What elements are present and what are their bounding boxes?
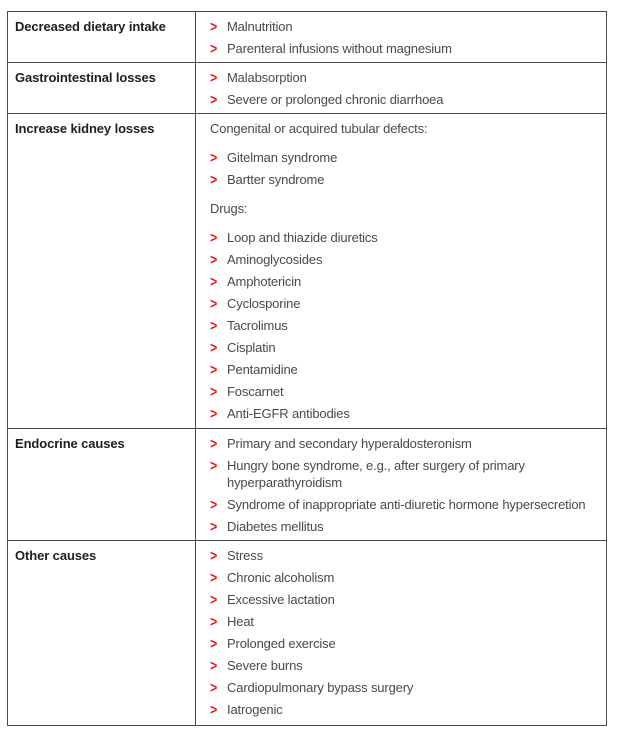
category-label: Decreased dietary intake (15, 19, 166, 34)
chevron-right-icon: > (210, 228, 218, 246)
item-text: Primary and secondary hyperaldosteronism (227, 435, 472, 451)
chevron-right-icon: > (210, 546, 218, 564)
item-text: Tacrolimus (227, 317, 288, 333)
chevron-right-icon: > (210, 404, 218, 422)
item-text: Malnutrition (227, 18, 293, 34)
group-label: Congenital or acquired tubular defects: (210, 120, 428, 136)
chevron-right-icon: > (210, 294, 218, 312)
table-row (8, 428, 606, 540)
chevron-right-icon: > (210, 612, 218, 630)
chevron-right-icon: > (210, 456, 218, 474)
category-cell (8, 429, 196, 540)
list-item (210, 88, 604, 110)
chevron-right-icon: > (210, 517, 218, 535)
list-item (210, 37, 604, 59)
chevron-right-icon: > (210, 678, 218, 696)
table-row (8, 540, 606, 725)
content-cell (196, 429, 606, 540)
chevron-right-icon: > (210, 68, 218, 86)
category-label: Increase kidney losses (15, 121, 155, 136)
category-label: Endocrine causes (15, 436, 125, 451)
item-text: Heat (227, 613, 254, 629)
list-item (210, 610, 604, 632)
category-cell (8, 63, 196, 113)
chevron-right-icon: > (210, 170, 218, 188)
content-cell (196, 541, 606, 725)
item-text: Loop and thiazide diuretics (227, 229, 378, 245)
list-item (210, 146, 604, 168)
chevron-right-icon: > (210, 434, 218, 452)
content-cell (196, 114, 606, 428)
list-item (210, 358, 604, 380)
item-text: Amphotericin (227, 273, 302, 289)
list-item (210, 654, 604, 676)
chevron-right-icon: > (210, 656, 218, 674)
chevron-right-icon: > (210, 495, 218, 513)
item-text: Diabetes mellitus (227, 518, 324, 534)
item-text: Stress (227, 547, 263, 563)
item-text: Severe burns (227, 657, 303, 673)
list-item (210, 588, 604, 610)
item-text: Aminoglycosides (227, 251, 323, 267)
chevron-right-icon: > (210, 590, 218, 608)
table-row (8, 113, 606, 428)
chevron-right-icon: > (210, 634, 218, 652)
item-text: Syndrome of inappropriate anti-diuretic hormone hypersecretion (227, 496, 586, 512)
list-item (210, 566, 604, 588)
group-label: Drugs: (210, 200, 248, 216)
chevron-right-icon: > (210, 272, 218, 290)
list-item (210, 676, 604, 698)
category-label: Other causes (15, 548, 97, 563)
chevron-right-icon: > (210, 700, 218, 718)
list-item (210, 292, 604, 314)
list-item (210, 544, 604, 566)
list-item (210, 226, 604, 248)
list-item (210, 515, 604, 537)
item-text: Gitelman syndrome (227, 149, 338, 165)
item-text: Cardiopulmonary bypass surgery (227, 679, 414, 695)
item-text: Bartter syndrome (227, 171, 325, 187)
list-item (210, 314, 604, 336)
list-item (210, 66, 604, 88)
chevron-right-icon: > (210, 39, 218, 57)
table-row (8, 62, 606, 113)
chevron-right-icon: > (210, 360, 218, 378)
chevron-right-icon: > (210, 316, 218, 334)
list-item (210, 270, 604, 292)
chevron-right-icon: > (210, 338, 218, 356)
item-text: Malabsorption (227, 69, 307, 85)
item-text: Parenteral infusions without magnesium (227, 40, 452, 56)
list-item (210, 698, 604, 720)
table-row (8, 12, 606, 62)
causes-table (7, 11, 607, 726)
category-cell (8, 12, 196, 62)
item-text: Severe or prolonged chronic diarrhoea (227, 91, 444, 107)
list-item (210, 493, 604, 515)
item-text: Foscarnet (227, 383, 284, 399)
item-text: Prolonged exercise (227, 635, 336, 651)
item-text: Hungry bone syndrome, e.g., after surgery of primary hyperparathyroidism (227, 457, 525, 490)
category-cell (8, 114, 196, 428)
item-text: Cyclosporine (227, 295, 301, 311)
list-item (210, 432, 604, 454)
list-item (210, 168, 604, 190)
category-cell (8, 541, 196, 725)
list-item (210, 454, 604, 493)
list-item (210, 632, 604, 654)
content-cell (196, 63, 606, 113)
list-item (210, 380, 604, 402)
chevron-right-icon: > (210, 17, 218, 35)
item-text: Anti-EGFR antibodies (227, 405, 350, 421)
chevron-right-icon: > (210, 568, 218, 586)
list-item (210, 336, 604, 358)
item-text: Excessive lactation (227, 591, 335, 607)
chevron-right-icon: > (210, 382, 218, 400)
item-text: Cisplatin (227, 339, 276, 355)
item-text: Iatrogenic (227, 701, 283, 717)
item-text: Pentamidine (227, 361, 298, 377)
chevron-right-icon: > (210, 90, 218, 108)
list-item (210, 402, 604, 424)
item-text: Chronic alcoholism (227, 569, 335, 585)
list-item (210, 15, 604, 37)
list-item (210, 248, 604, 270)
chevron-right-icon: > (210, 148, 218, 166)
content-cell (196, 12, 606, 62)
category-label: Gastrointestinal losses (15, 70, 156, 85)
chevron-right-icon: > (210, 250, 218, 268)
